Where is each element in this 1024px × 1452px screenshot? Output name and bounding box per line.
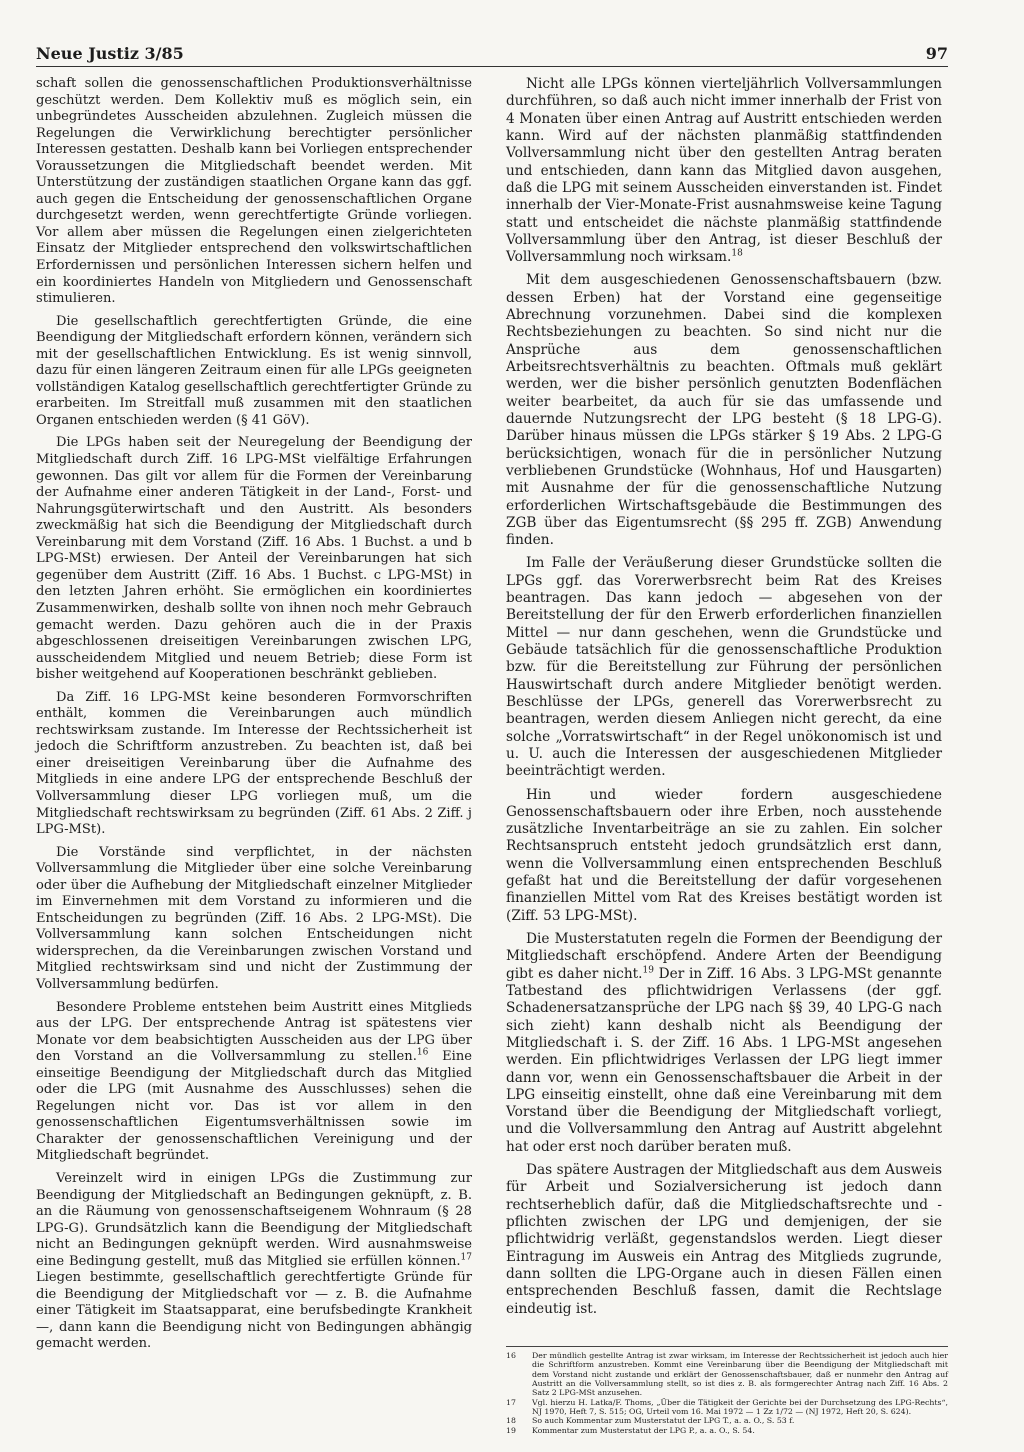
paragraph: Da Ziff. 16 LPG-MSt keine besonderen Formvorschriften enthält, kommen die Vereinbarungen auch mündlich rechtswirksam zustande. Im Interesse der Rechtssicherheit ist jedoch die Schriftform anzustreben. Zu beachten ist, daß bei einer dreiseitigen Vereinbarung über die Aufnahme des Mitglieds in eine andere LPG der entsprechende Beschluß der Vollversammlung dieser LPG vorliegen muß, um die Mitgliedschaft rechtswirksam zu begründen (Ziff. 61 Abs. 2 Ziff. j LPG-MSt). [36, 689, 472, 838]
paragraph [36, 1171, 472, 1353]
footnote-number: 16 [506, 1351, 516, 1360]
paragraph: Die LPGs haben seit der Neuregelung der Beendigung der Mitgliedschaft durch Ziff. 16 LPG-MSt vielfältige Erfahrungen gewonnen. Das gilt vor allem für die Formen der Vereinbarung der Aufnahme einer anderen Tätigkeit in der Land-, Forst- und Nahrungsgüterwirtschaft und den Austritt. Als besonders zweckmäßig hat sich die Beendigung der Mitgliedschaft durch Vereinbarung mit dem Vorstand (Ziff. 16 Abs. 1 Buchst. a und b LPG-MSt) erwiesen. Der Anteil der Vereinbarungen hat sich gegenüber dem Austritt (Ziff. 16 Abs. 1 Buchst. c LPG-MSt) in den letzten Jahren erhöht. Sie ermöglichen ein koordiniertes Zusammenwirken, deshalb sollte von ihnen noch mehr Gebrauch gemacht werden. Dazu gehören auch die in der Praxis abgeschlossenen dreiseitigen Vereinbarungen zwischen LPG, ausscheidendem Mitglied und neuem Betrieb; diese Form ist bisher weitgehend auf Kooperationen beschränkt geblieben. [36, 435, 472, 683]
paragraph: schaft sollen die genossenschaftlichen Produktionsverhältnisse geschützt werden. Dem Kollektiv muß es möglich sein, ein unbegründetes Ausscheiden abzulehnen. Zugleich müssen die Regelungen die Verwirklichung berechtigter persönlicher Interessen gestatten. Deshalb kann bei Vorliegen entsprechender Voraussetzungen die Mitgliedschaft beendet werden. Mit Unterstützung der zuständigen staatlichen Organe kann das ggf. auch gegen die Entscheidung der genossenschaftlichen Organe durchgesetzt werden, wenn gerechtfertigte Gründe vorliegen. Vor allem aber müssen die Regelungen einen zielgerichteten Einsatz der Mitglieder entsprechend den volkswirtschaftlichen Erfordernissen und persönlichen Interessen sichern helfen und ein koordiniertes Handeln von Mitgliedern und Genossenschaft stimulieren. [36, 76, 472, 307]
paragraph: Das spätere Austragen der Mitgliedschaft aus dem Ausweis für Arbeit und Sozialversicherung ist jedoch dann rechtserheblich dafür, daß die Mitgliedschaftsrechte und -pflichten zwischen der LPG und demjenigen, der sie pflichtwidrig verläßt, gegenstandslos werden. Liegt dieser Eintragung im Ausweis ein Antrag des Mitglieds zugrunde, dann sollten die LPG-Organe auch in diesen Fällen einen entsprechenden Beschluß fassen, damit die Rechtslage eindeutig ist. [506, 1162, 942, 1317]
footnote-marker: 17 [460, 1252, 472, 1263]
paragraph [36, 1000, 472, 1165]
right-column [506, 76, 942, 1324]
footnote-text: Der mündlich gestellte Antrag ist zwar wirksam, im Interesse der Rechtssicherheit ist jedoch auch hier die Schriftform anzustreben. Kommt eine Vereinbarung über die Beendigung der Mitgliedschaft mit dem Vorstand nicht zustande und erklärt der Genossenschaftsbauer, daß er nunmehr den Antrag auf Austritt an die Vollversammlung stellt, so ist dies z. B. als formgerechter Antrag nach Ziff. 16 Abs. 2 Satz 2 LPG-MSt anzusehen. [532, 1351, 948, 1398]
footnote [506, 1351, 948, 1398]
footnote-marker: 16 [416, 1047, 429, 1058]
footnote-text: Vgl. hierzu H. Latka/F. Thoms, „Über die Tätigkeit der Gerichte bei der Durchsetzung des LPG-Rechts“, NJ 1970, Heft 7, S. 515; OG, Urteil vom 16. Mai 1972 — 1 Zz 1/72 — (NJ 1972, Heft 20, S. 624). [532, 1397, 948, 1416]
footnote-number: 19 [506, 1425, 516, 1435]
paragraph-text: Der in Ziff. 16 Abs. 3 LPG-MSt genannte Tatbestand des pflichtwidrigen Verlassens (der ggf. Schadenersatzansprüche der LPG nach §§ 39, 40 LPG-G nach sich zieht) kann deshalb nicht als Beendigung der Mitgliedschaft i. S. der Ziff. 16 Abs. 1 LPG-MSt angesehen werden. Ein pflichtwidriges Verlassen der LPG liegt immer dann vor, wenn ein Genossenschaftsbauer die Arbeit in der LPG einseitig einstellt, ohne daß eine Vereinbarung mit dem Vorstand über die Beendigung der Mitgliedschaft vorliegt, und die Vollversammlung den Antrag auf Austritt abgelehnt hat oder erst noch darüber beraten muß. [506, 965, 942, 1155]
paragraph-text: Vereinzelt wird in einigen LPGs die Zustimmung zur Beendigung der Mitgliedschaft an Bedingungen geknüpft, z. B. an die Räumung von genossenschaftseigenem Wohnraum (§ 28 LPG-G). Grundsätzlich kann die Beendigung der Mitgliedschaft nicht an Bedingungen geknüpft werden. Wird ausnahmsweise eine Bedingung gestellt, muß das Mitglied sie erfüllen können. [36, 1171, 472, 1269]
footnote-text: Kommentar zum Musterstatut der LPG P., a. a. O., S. 54. [532, 1425, 755, 1435]
paragraph-text: Nicht alle LPGs können vierteljährlich Vollversammlungen durchführen, so daß auch nicht immer innerhalb der Frist von 4 Monaten über einen Antrag auf Austritt entschieden werden kann. Wird auf der nächsten planmäßig stattfindenden Vollversammlung nicht über den gestellten Antrag beraten und entschieden, dann kann das Mitglied davon ausgehen, daß die LPG mit seinem Ausscheiden einverstanden ist. Findet innerhalb der Vier-Monate-Frist ausnahmsweise keine Tagung statt und entscheidet die nächste planmäßig stattfindende Vollversammlung über den Antrag, ist dieser Beschluß der Vollversammlung noch wirksam. [506, 76, 942, 266]
footnote-number: 17 [506, 1397, 516, 1407]
paragraph: Die Vorstände sind verpflichtet, in der nächsten Vollversammlung die Mitglieder über eine solche Vereinbarung oder über die Aufhebung der Mitgliedschaft einzelner Mitglieder im Einvernehmen mit dem Vorstand zu informieren und die Entscheidungen zu begründen (Ziff. 16 Abs. 2 LPG-MSt). Die Vollversammlung kann solchen Entscheidungen nicht widersprechen, da die Vereinbarungen zwischen Vorstand und Mitglied rechtswirksam sind und nicht der Zustimmung der Vollversammlung bedürfen. [36, 844, 472, 992]
page-number: 97 [925, 44, 948, 63]
running-header [36, 44, 948, 67]
footnotes [506, 1346, 948, 1435]
paragraph-text: Die Musterstatuten regeln die Formen der Beendigung der Mitgliedschaft erschöpfend. Andere Arten der Beendigung gibt es daher nicht. [506, 931, 942, 982]
paragraph: Im Falle der Veräußerung dieser Grundstücke sollten die LPGs ggf. das Vorerwerbsrecht beim Rat des Kreises beantragen. Das kann jedoch — abgesehen von der Bereitstellung der für den Erwerb erforderlichen finanziellen Mittel — nur dann geschehen, wenn die Grundstücke und Gebäude tatsächlich für die genossenschaftliche Produktion bzw. für die Bereitstellung zur Führung der persönlichen Hauswirtschaft durch andere Mitglieder benötigt werden. Beschlüsse der LPGs, generell das Vorerwerbsrecht zu beantragen, werden diesem Anliegen nicht gerecht, da eine solche „Vorratswirtschaft“ in der Regel unökonomisch ist und u. U. auch die Interessen der ausgeschiedenen Mitglieder beeinträchtigt werden. [506, 555, 942, 780]
footnote [506, 1426, 948, 1435]
paragraph-text: Liegen bestimmte, gesellschaftlich gerechtfertigte Gründe für die Beendigung der Mitgliedschaft vor — z. B. die Aufnahme einer Tätigkeit im Staatsapparat, eine berufsbedingte Krankheit —, dann kann die Beendigung nicht von Bedingungen abhängig gemacht werden. [36, 1270, 472, 1352]
paragraph [506, 76, 942, 266]
paragraph: Hin und wieder fordern ausgeschiedene Genossenschaftsbauern oder ihre Erben, noch ausstehende zusätzliche Inventarbeiträge an sie zu zahlen. Ein solcher Rechtsanspruch entsteht jedoch grundsätzlich erst dann, wenn die Vollversammlung einen entsprechenden Beschluß gefaßt hat und die Bereitstellung der dafür vorgesehenen finanziellen Mittel vom Rat des Kreises bestätigt worden ist (Ziff. 53 LPG-MSt). [506, 786, 942, 924]
footnote [506, 1398, 948, 1417]
footnote-marker: 18 [731, 248, 743, 259]
footnote-marker: 19 [642, 965, 654, 976]
footnote-number: 18 [506, 1416, 516, 1426]
journal-title: Neue Justiz 3/85 [36, 44, 184, 63]
footnote-text: So auch Kommentar zum Musterstatut der LPG T., a. a. O., S. 53 f. [532, 1416, 795, 1426]
paragraph [506, 931, 942, 1156]
paragraph: Die gesellschaftlich gerechtfertigten Gründe, die eine Beendigung der Mitgliedschaft erfordern können, verändern sich mit der gesellschaftlichen Entwicklung. Es ist wenig sinnvoll, dazu für einen längeren Zeitraum einen für alle LPGs geeigneten vollständigen Katalog gesellschaftlich gerechtfertigter Gründe zu erarbeiten. Im Streitfall muß zusammen mit den staatlichen Organen entschieden werden (§ 41 GöV). [36, 313, 472, 428]
paragraph-text: Eine einseitige Beendigung der Mitgliedschaft durch das Mitglied oder die LPG (mit Ausnahme des Ausschlusses) sehen die Regelungen nicht vor. Das ist vor allem in den genossenschaftlichen Eigentumsverhältnissen sowie im Charakter der genossenschaftlichen Vereinigung und der Mitgliedschaft begründet. [36, 1049, 472, 1164]
paragraph: Mit dem ausgeschiedenen Genossenschaftsbauern (bzw. dessen Erben) hat der Vorstand eine gegenseitige Abrechnung vorzunehmen. Dabei sind die komplexen Rechtsbeziehungen zu beachten. So sind nicht nur die Ansprüche aus dem genossenschaftlichen Arbeitsrechtsverhältnis zu beachten. Oftmals muß geklärt werden, wer die bisher persönlich genutzten Bodenflächen weiter bearbeitet, da auch für sie das umfassende und dauernde Nutzungsrecht der LPG besteht (§ 18 LPG-G). Darüber hinaus müssen die LPGs stärker § 19 Abs. 2 LPG-G berücksichtigen, wonach für die in persönlicher Nutzung verbliebenen Grundstücke (Wohnhaus, Hof und Hausgarten) mit Ausnahme der für die genossenschaftliche Nutzung erforderlichen Wirtschaftsgebäude die Bestimmungen des ZGB über das Eigentumsrecht (§§ 295 ff. ZGB) Anwendung finden. [506, 272, 942, 549]
left-column [36, 76, 472, 1359]
footnote [506, 1416, 948, 1425]
paragraph-text: Besondere Probleme entstehen beim Austritt eines Mitglieds aus der LPG. Der entsprechende Antrag ist spätestens vier Monate vor dem beabsichtigten Ausscheiden aus der LPG über den Vorstand an die Vollversammlung zu stellen. [36, 999, 472, 1065]
